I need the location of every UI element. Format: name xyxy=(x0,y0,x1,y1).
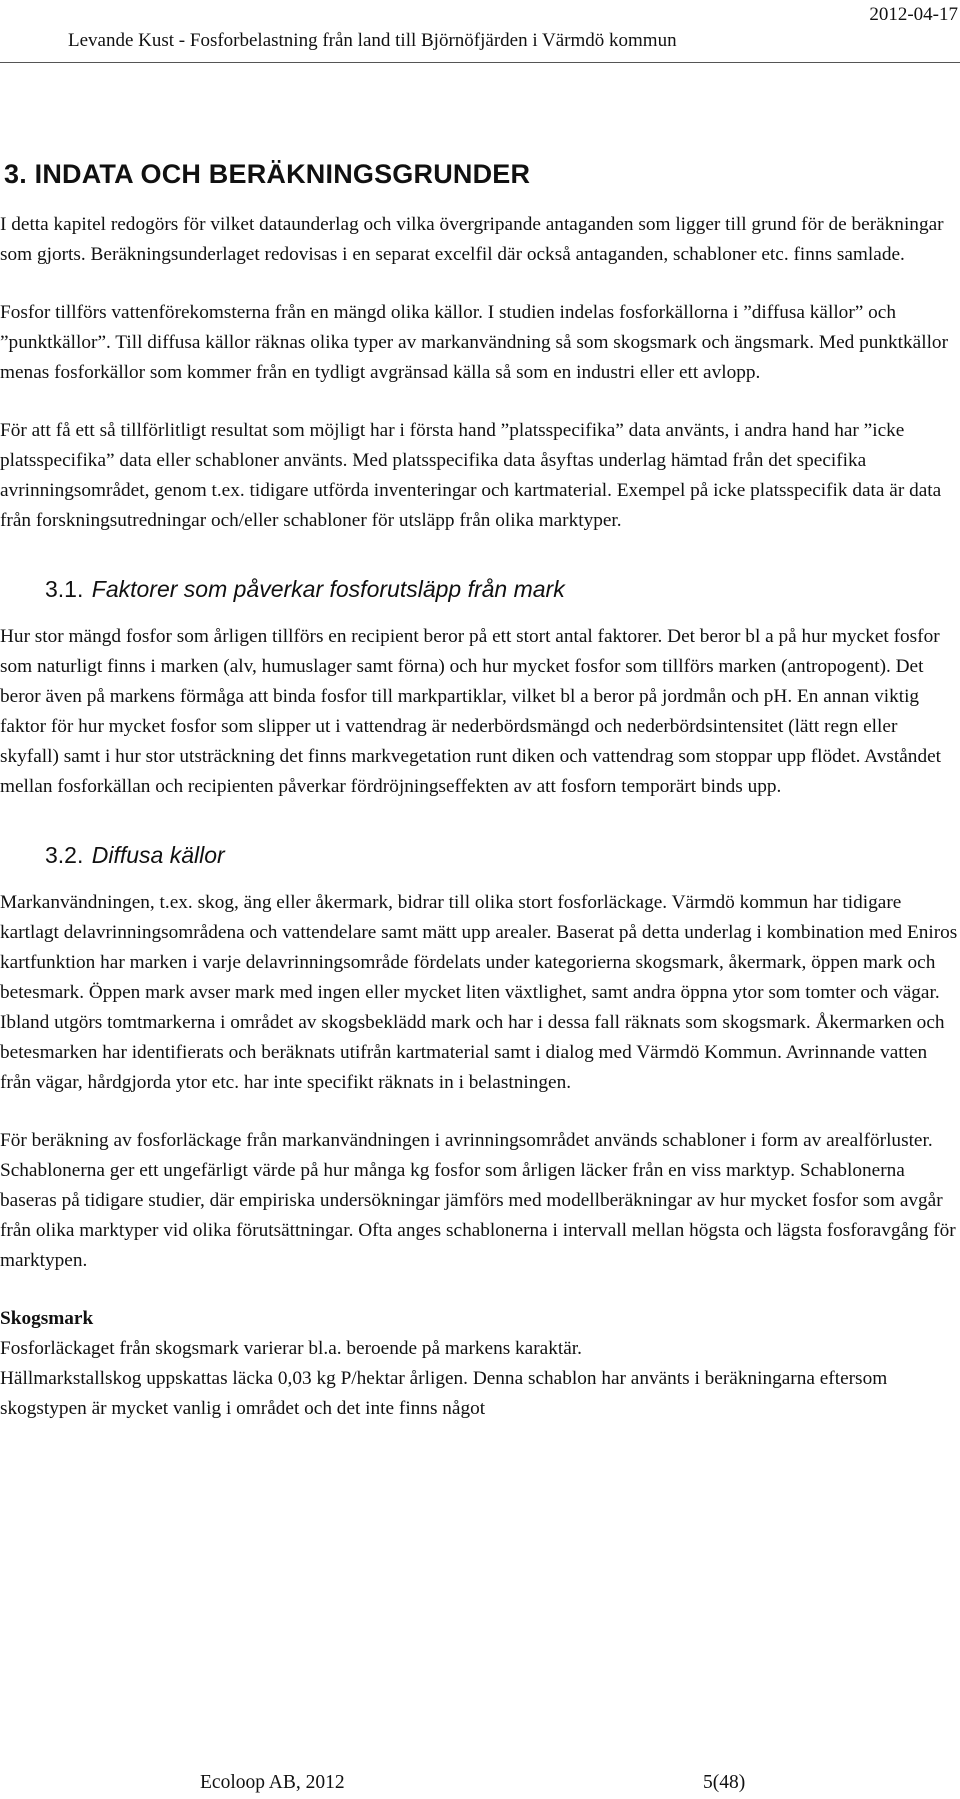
section-3-heading: 3. INDATA OCH BERÄKNINGSGRUNDER xyxy=(4,159,531,189)
section-3-1-title: Faktorer som påverkar fosforutsläpp från mark xyxy=(91,576,565,602)
section-3-1-number: 3.1. xyxy=(45,576,84,602)
section-3-1-heading xyxy=(45,572,960,606)
skogsmark-heading: Skogsmark xyxy=(0,1308,94,1329)
header-divider xyxy=(0,62,960,63)
page-body xyxy=(0,158,960,1452)
section-3-2-paragraph-2: För beräkning av fosforläckage från markanvändningen i avrinningsområdet används schabloner i form av arealförluster. Schablonerna ger ett ungefärligt värde på hur många kg fosfor som årligen läcker från en viss marktyp. Schablonerna baseras på tidigare studier, där empiriska undersökningar jämförs med modellberäkningar av hur mycket fosfor som avgår från olika marktyper vid olika förutsättningar. Ofta anges schablonerna i intervall mellan högsta och lägsta fosforavgång för marktypen. xyxy=(0,1130,956,1271)
skogsmark-block xyxy=(0,1304,960,1424)
section-3-2-number: 3.2. xyxy=(45,842,84,868)
section-3-2-title: Diffusa källor xyxy=(91,842,225,868)
section-3-2-paragraph-1: Markanvändningen, t.ex. skog, äng eller åkermark, bidrar till olika stort fosforläckage. Värmdö kommun har tidigare kartlagt delavrinningsområdena och vattendelare samt mätt upp arealer. Baserat på detta underlag i kombination med Eniros kartfunktion har marken i varje delavrinningsområde fördelats under kategorierna skogsmark, åkermark, öppen mark och betesmark. Öppen mark avser mark med ingen eller mycket liten växtlighet, samt andra öppna ytor som tomter och vägar. Ibland utgörs tomtmarkerna i området av skogsbeklädd mark och har i dessa fall räknats som skogsmark. Åkermarken och betesmarken har identifierats och beräknats utifrån kartmaterial samt i dialog med Värmdö Kommun. Avrinnande vatten från vägar, hårdgjorda ytor etc. har inte specifikt räknats in i belastningen. xyxy=(0,892,958,1093)
skogsmark-line-2: Hällmarkstallskog uppskattas läcka 0,03 kg P/hektar årligen. Denna schablon har använts i beräkningarna eftersom skogstypen är mycket vanlig i området och det inte finns något xyxy=(0,1368,888,1419)
header-title: Levande Kust - Fosforbelastning från land till Björnöfjärden i Värmdö kommun xyxy=(68,30,677,51)
footer-company: Ecoloop AB, 2012 xyxy=(200,1772,345,1793)
section-3-paragraph-1: I detta kapitel redogörs för vilket dataunderlag och vilka övergripande antaganden som ligger till grund för de beräkningar som gjorts. Beräkningsunderlaget redovisas i en separat excelfil där också antaganden, schabloner etc. finns samlade. xyxy=(0,214,944,265)
footer-page-number: 5(48) xyxy=(703,1772,746,1793)
section-3-paragraph-2: Fosfor tillförs vattenförekomsterna från en mängd olika källor. I studien indelas fosforkällorna i ”diffusa källor” och ”punktkällor”. Till diffusa källor räknas olika typer av markanvändning så som skogsmark och ängsmark. Med punktkällor menas fosforkällor som kommer från en tydligt avgränsad källa så som en industri eller ett avlopp. xyxy=(0,302,948,383)
section-3-paragraph-3: För att få ett så tillförlitligt resultat som möjligt har i första hand ”platsspecifika” data använts, i andra hand har ”icke platsspecifika” data eller schabloner använts. Med platsspecifika data åsyftas underlag hämtad från det specifika avrinningsområdet, genom t.ex. tidigare utförda inventeringar och kartmaterial. Exempel på icke platsspecifik data är data från forskningsutredningar och/eller schabloner för utsläpp från olika marktyper. xyxy=(0,420,942,531)
section-3-1-paragraph-1: Hur stor mängd fosfor som årligen tillförs en recipient beror på ett stort antal faktorer. Det beror bl a på hur mycket fosfor som naturligt finns i marken (alv, humuslager samt förna) och hur mycket fosfor som tillförs marken (antropogent). Det beror även på markens förmåga att binda fosfor till markpartiklar, vilket bl a beror på jordmån och pH. En annan viktig faktor för hur mycket fosfor som slipper ut i vattendrag är nederbördsmängd och nederbördsintensitet (lätt regn eller skyfall) samt i hur stor utsträckning det finns markvegetation runt diken och vattendrag som stoppar upp flödet. Avståndet mellan fosforkällan och recipienten påverkar fördröjningseffekten av att fosforn temporärt binds upp. xyxy=(0,626,942,797)
skogsmark-line-1: Fosforläckaget från skogsmark varierar bl.a. beroende på markens karaktär. xyxy=(0,1338,582,1359)
header-date: 2012-04-17 xyxy=(869,4,958,25)
section-3-2-heading xyxy=(45,838,960,872)
